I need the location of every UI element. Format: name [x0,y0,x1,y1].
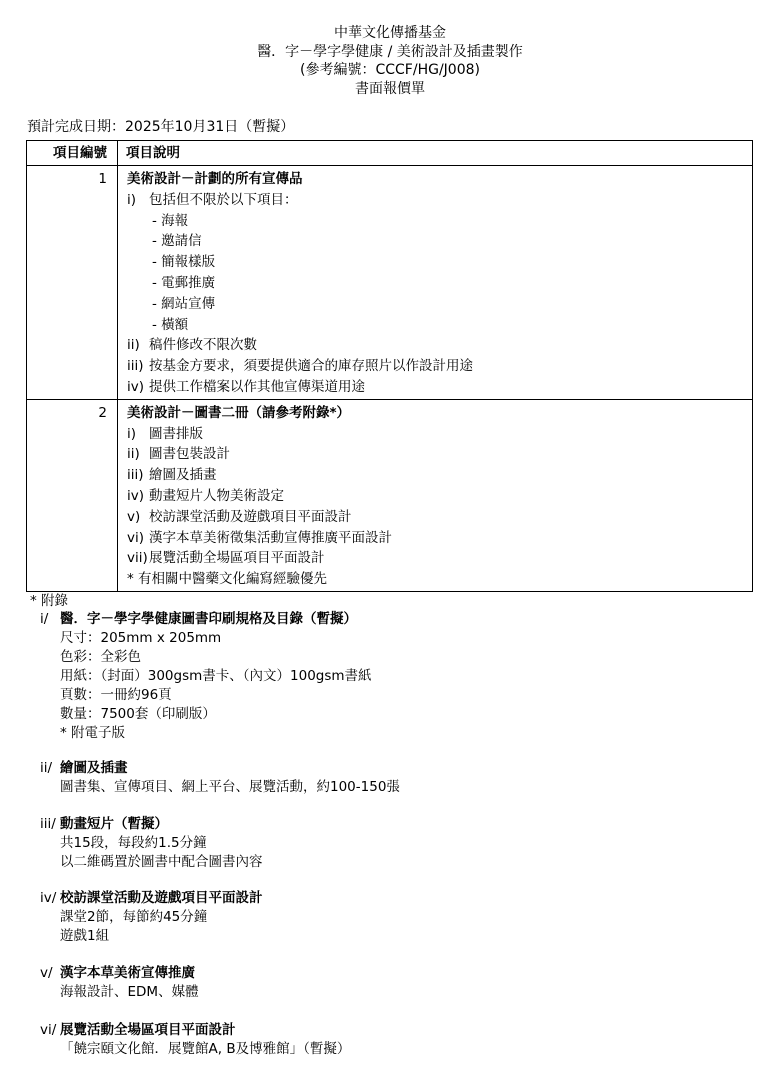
list-item: i) 包括但不限於以下項目： [127,191,298,208]
list-item: i) 圖書排版 [127,425,203,442]
section-line: 圖書集、宣傳項目、網上平台、展覽活動，約100-150張 [60,779,400,795]
list-item: - 電郵推廣 [152,274,216,291]
section-line: 頁數：一冊約96頁 [60,687,172,703]
quotation-table [26,140,753,592]
list-item: iii) 繪圖及插畫 [127,467,217,484]
reference-number: (參考編號：CCCF/HG/J008) [300,62,480,78]
section-line: 用紙：（封面）300gsm書卡、（內文）100gsm書紙 [60,668,372,684]
item-description [118,166,753,400]
column-header-item-description: 項目說明 [118,141,753,166]
table-row [27,166,753,400]
list-item: iv) 提供工作檔案以作其他宣傳渠道用途 [127,378,365,395]
appendix-section [10,759,730,797]
appendix-section [10,889,730,946]
section-line: 海報設計、EDM、媒體 [60,984,199,1000]
appendix-title: * 附錄 [30,593,69,609]
section-line: 數量：7500套（印刷版） [60,706,216,722]
section-title: iii/ 動畫短片（暫擬） [40,816,168,832]
item-title: 美術設計－計劃的所有宣傳品 [127,171,303,187]
section-title: vi/ 展覽活動全場區項目平面設計 [40,1022,236,1038]
appendix-section [10,815,730,872]
section-line: * 附電子版 [60,725,126,741]
section-line: 課堂2節，每節約45分鐘 [60,909,208,925]
section-line: 共15段，每段約1.5分鐘 [60,835,207,851]
list-item: vii)展覽活動全場區項目平面設計 [127,550,325,567]
section-line: 尺寸：205mm x 205mm [60,630,222,646]
item-number: 1 [27,166,118,400]
document-type: 書面報價單 [355,80,425,97]
list-item: vi) 漢字本草美術徵集活動宣傳推廣平面設計 [127,529,392,546]
project-title: 醫．字－學字學健康 / 美術設計及插畫製作 [257,43,523,60]
list-item: ii) 圖書包裝設計 [127,446,230,463]
list-item: ii) 稿件修改不限次數 [127,337,257,354]
section-title: ii/ 繪圖及插畫 [40,760,128,776]
document-header [0,24,780,98]
item-description [118,399,753,591]
section-line: 「饒宗頤文化館．展覽館A, B及博雅館」（暫擬） [60,1041,351,1057]
section-line: 以二維碼置於圖書中配合圖書內容 [60,854,263,870]
list-item: - 海報 [152,212,189,229]
item-title: 美術設計－圖書二冊（請參考附錄*） [127,404,351,421]
org-name: 中華文化傳播基金 [334,25,446,41]
list-item: iii) 按基金方要求，須要提供適合的庫存照片以作設計用途 [127,358,473,375]
column-header-item-number: 項目編號 [27,141,118,166]
list-item: - 網站宣傳 [152,295,216,312]
section-title: iv/ 校訪課堂活動及遊戲項目平面設計 [40,890,263,906]
appendix-section [10,610,730,743]
table-header-row [27,141,753,166]
list-item: - 橫額 [152,316,189,333]
list-item: - 邀請信 [152,233,202,250]
completion-date: 預計完成日期：2025年10月31日（暫擬） [27,119,295,135]
section-line: 遊戲1組 [60,928,110,944]
section-line: 色彩：全彩色 [60,649,141,665]
appendix [30,592,68,611]
appendix-section [10,964,730,1002]
list-item: iv) 動畫短片人物美術設定 [127,487,284,504]
section-title: i/ 醫．字－學字學健康圖書印刷規格及目錄（暫擬） [40,611,357,627]
list-item-note: * 有相關中醫藥文化編寫經驗優先 [127,571,328,588]
item-number: 2 [27,399,118,591]
list-item: v) 校訪課堂活動及遊戲項目平面設計 [127,508,352,525]
list-item: - 簡報樣版 [152,254,216,271]
appendix-section [10,1021,730,1059]
table-row [27,399,753,591]
section-title: v/ 漢字本草美術宣傳推廣 [40,965,195,981]
